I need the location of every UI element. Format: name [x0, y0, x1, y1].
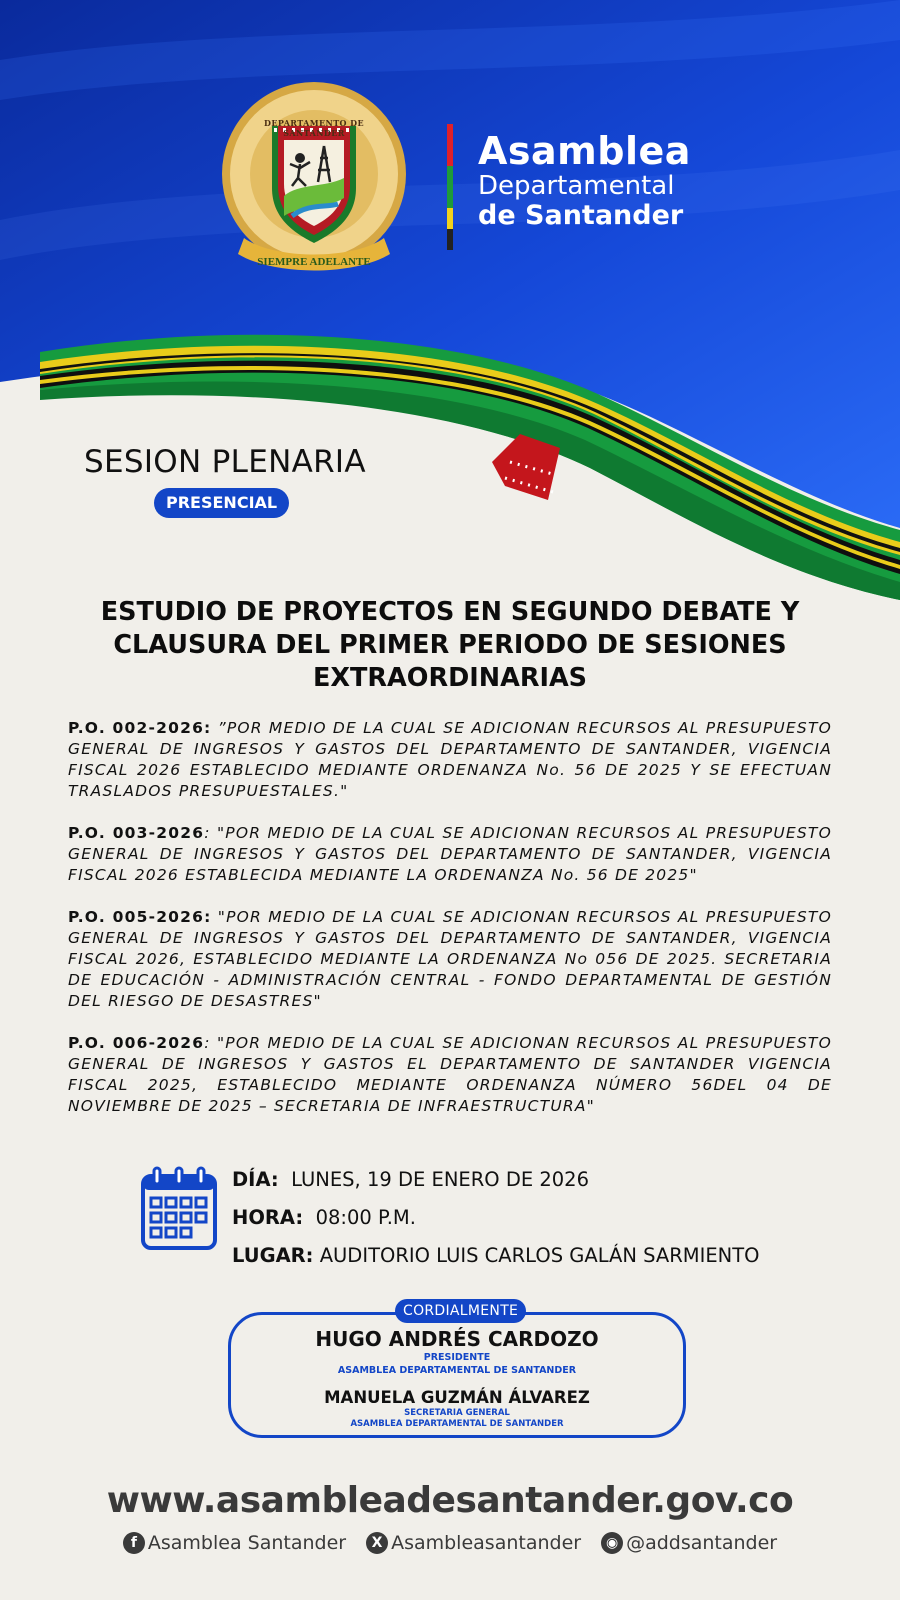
item-code: P.O. 003-2026: [68, 824, 205, 842]
brand-line2: Departamental: [478, 171, 675, 201]
seal-top-text: DEPARTAMENTO DE SANTANDER: [264, 118, 364, 138]
agenda-item: [68, 718, 832, 802]
x-icon: X: [366, 1532, 388, 1554]
item-code: P.O. 006-2026: [68, 1034, 205, 1052]
social-links: [0, 1532, 900, 1554]
instagram-link[interactable]: [601, 1532, 777, 1554]
attendance-badge: PRESENCIAL: [154, 488, 289, 518]
agenda-item: [68, 823, 832, 886]
signatory-role: PRESIDENTE: [423, 1352, 491, 1363]
brand-divider: [447, 124, 453, 250]
session-title: SESION PLENARIA: [84, 444, 366, 480]
signatory-org: ASAMBLEA DEPARTAMENTAL DE SANTANDER: [350, 1419, 564, 1429]
website-link[interactable]: www.asambleadesantander.gov.co: [106, 1480, 794, 1521]
item-description: : "POR MEDIO DE LA CUAL SE ADICIONAN RECURSOS AL PRESUPUESTO GENERAL DE INGRESOS Y GASTOS DEL DEPARTAMENTO DE SANTANDER, VIGENCIA FISCAL 2026 ESTABLECIDA MEDIANTE LA ORDENANZA No. 56 DE 2025": [68, 824, 832, 884]
facebook-icon: f: [123, 1532, 145, 1554]
signatory-role: SECRETARIA GENERAL: [404, 1408, 510, 1418]
agenda-list: [68, 718, 832, 1138]
event-details: [232, 1168, 760, 1282]
facebook-link[interactable]: [123, 1532, 346, 1554]
x-link[interactable]: [366, 1532, 581, 1554]
main-title: ESTUDIO DE PROYECTOS EN SEGUNDO DEBATE Y CLAUSURA DEL PRIMER PERIODO DE SESIONES EXTRAORDINARIAS: [100, 597, 800, 693]
brand-wordmark: [478, 130, 691, 232]
cordialmente-badge: CORDIALMENTE: [395, 1299, 526, 1323]
agenda-item: [68, 907, 832, 1012]
time-value: 08:00 P.M.: [315, 1206, 416, 1229]
facebook-handle: Asamblea Santander: [147, 1532, 347, 1554]
day-value: LUNES, 19 DE ENERO DE 2026: [291, 1168, 589, 1191]
item-description: "POR MEDIO DE LA CUAL SE ADICIONAN RECURSOS AL PRESUPUESTO GENERAL DE INGRESOS Y GASTOS DEL DEPARTAMENTO DE SANTANDER, VIGENCIA FISCAL 2026, ESTABLECIDO MEDIANTE LA ORDENANZA No 056 DE 2025. SECRETARIA DE EDUCACIÓN - ADMINISTRACIÓN CENTRAL - FONDO DEPARTAMENTAL DE GESTIÓN DEL RIESGO DE DESASTRES": [68, 908, 832, 1010]
signatory-name: HUGO ANDRÉS CARDOZO: [315, 1327, 599, 1351]
signature-president: [228, 1327, 686, 1377]
day-label: DÍA:: [232, 1168, 279, 1191]
place-label: LUGAR:: [232, 1244, 314, 1267]
brand-line3: de Santander: [478, 200, 684, 231]
place-value: AUDITORIO LUIS CARLOS GALÁN SARMIENTO: [319, 1244, 760, 1267]
item-description: : "POR MEDIO DE LA CUAL SE ADICIONAN RECURSOS AL PRESUPUESTO GENERAL DE INGRESOS Y GASTOS EL DEPARTAMENTO DE SANTANDER VIGENCIA FISCAL 2025, ESTABLECIDO MEDIANTE ORDENANZA NÚMERO 56DEL 04 DE NOVIEMBRE DE 2025 – SECRETARIA DE INFRAESTRUCTURA": [68, 1034, 832, 1115]
time-label: HORA:: [232, 1206, 304, 1229]
x-handle: Asambleasantander: [391, 1532, 582, 1554]
instagram-handle: @addsantander: [626, 1532, 778, 1554]
time-row: [232, 1206, 760, 1244]
item-code: P.O. 005-2026:: [68, 908, 212, 926]
signature-secretary: [228, 1388, 686, 1430]
department-seal-logo: [214, 78, 414, 278]
calendar-icon: [140, 1166, 218, 1252]
instagram-icon: ◉: [601, 1532, 623, 1554]
day-row: [232, 1168, 760, 1206]
agenda-item: [68, 1033, 832, 1117]
brand-line1: Asamblea: [478, 129, 691, 173]
item-code: P.O. 002-2026:: [68, 719, 212, 737]
seal-motto: SIEMPRE ADELANTE: [257, 256, 371, 268]
item-description: ”POR MEDIO DE LA CUAL SE ADICIONAN RECURSOS AL PRESUPUESTO GENERAL DE INGRESOS Y GASTOS DEL DEPARTAMENTO DE SANTANDER, VIGENCIA FISCAL 2026 ESTABLECIDO MEDIANTE ORDENANZA No. 56 DE 2025 Y SE EFECTUAN TRASLADOS PRESUPUESTALES.": [68, 719, 833, 800]
signatory-name: MANUELA GUZMÁN ÁLVAREZ: [324, 1388, 590, 1407]
signatory-org: ASAMBLEA DEPARTAMENTAL DE SANTANDER: [337, 1365, 577, 1376]
place-row: [232, 1244, 760, 1282]
